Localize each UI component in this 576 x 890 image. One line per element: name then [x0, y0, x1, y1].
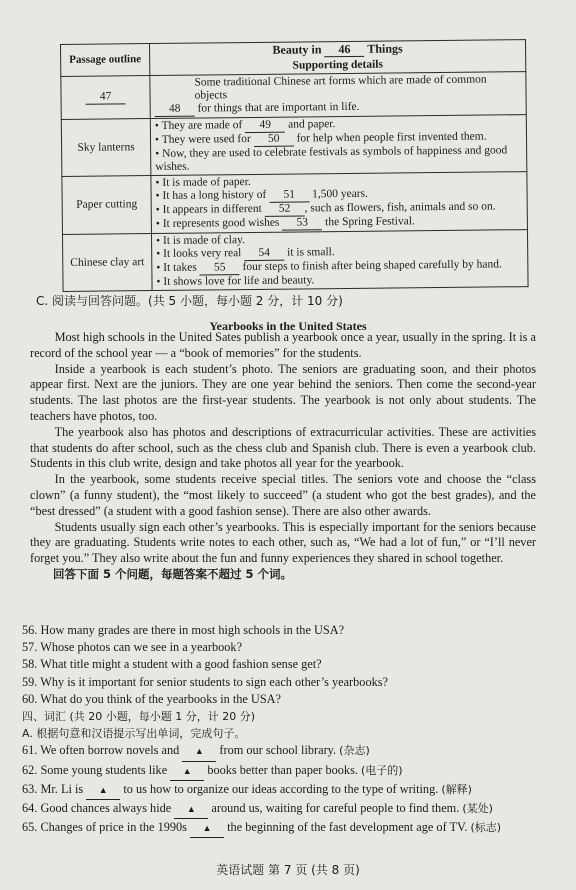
detail-text: and paper. — [288, 118, 336, 131]
vocab-text: books better than paper books. — [207, 762, 358, 777]
paragraph: In the yearbook, some students receive special titles. The seniors vote and choose the “class clown” (a funny student), the “most likely to succeed” (a student who got the best grades), and the “best dressed” (a student with a good fashion sense). There are also other awards. — [30, 472, 536, 518]
row-intro-right — [150, 72, 526, 119]
table-row — [62, 172, 528, 235]
article-body — [30, 330, 536, 583]
vocab-hint: (解释) — [441, 782, 472, 796]
detail-text: It has a long history of — [162, 188, 267, 202]
row-label-paper-cutting: Paper cutting — [62, 176, 152, 235]
answer-instruction: 回答下面 5 个问题，每题答案不超过 5 个词。 — [53, 566, 293, 581]
detail-text: It shows love for life and beauty. — [163, 274, 315, 288]
detail-text: It appears in different — [162, 202, 262, 216]
vocab-item-65 — [22, 819, 542, 838]
vocab-item-62 — [22, 762, 542, 781]
row-details: • They are made of 49 and paper. • They were used for 50 for help when people first invented them. • Now, they are used to celebrate festivals as symbols of happiness and good wishes. — [150, 115, 527, 176]
vocab-item-61 — [22, 742, 542, 761]
blank-46: 46 — [324, 43, 364, 57]
table-row — [61, 72, 526, 120]
vocab-text: 63. Mr. Li is — [22, 781, 84, 796]
question-57: 57. Whose photos can we see in a yearbook? — [22, 640, 243, 655]
blank-55: 55 — [200, 261, 240, 275]
row-details: • It is made of clay. • It looks very real 54 it is small. • It takes 55 four steps to finish after being shaped carefully by hand. • It shows love for life and beauty. — [151, 230, 528, 291]
vocab-text: from our school library. — [219, 743, 337, 758]
vocab-text: 61. We often borrow novels and — [22, 743, 180, 758]
detail-text: four steps to finish after being shaped carefully by hand. — [242, 258, 502, 274]
detail-text: They are made of — [161, 119, 243, 132]
vocab-text: 64. Good chances always hide — [22, 801, 172, 816]
table-row — [61, 115, 527, 177]
row-intro-left — [61, 76, 150, 120]
intro-line-2: for things that are important in life. — [197, 100, 360, 115]
blank-49: 49 — [245, 119, 285, 133]
question-58: 58. What title might a student with a good fashion sense get? — [22, 657, 322, 672]
question-59: 59. Why is it important for senior students to sign each other’s yearbooks? — [22, 674, 388, 689]
detail-text: It is made of paper. — [162, 176, 251, 189]
question-60: 60. What do you think of the yearbooks in the USA? — [22, 691, 281, 706]
vocab-text: 65. Changes of price in the 1990s — [22, 820, 187, 835]
intro-line-1: Some traditional Chinese art forms which are made of common objects — [194, 73, 487, 102]
answer-blank: ▲ — [170, 763, 204, 781]
answer-blank: ▲ — [174, 801, 208, 819]
vocab-text: 62. Some young students like — [22, 762, 168, 777]
section-c-heading: C. 阅读与回答问题。(共 5 小题，每小题 2 分，计 10 分) — [36, 294, 343, 308]
table-title-suffix: Things — [367, 41, 403, 56]
answer-blank: ▲ — [182, 743, 216, 761]
vocab-item-64 — [22, 800, 542, 819]
table-header-right — [150, 40, 526, 76]
table-row — [62, 230, 528, 292]
page-footer: 英语试题 第 7 页 (共 8 页) — [216, 863, 360, 877]
detail-text: , such as flowers, fish, animals and so on. — [304, 200, 496, 215]
detail-text: It takes — [163, 261, 197, 274]
blank-48: 48 — [155, 103, 195, 117]
blank-53: 53 — [282, 216, 322, 230]
answer-blank: ▲ — [190, 820, 224, 838]
detail-text: It looks very real — [163, 247, 242, 260]
questions-block — [22, 622, 542, 838]
detail-text: It is made of clay. — [162, 234, 246, 247]
detail-text: it is small. — [287, 246, 335, 259]
paragraph: Students usually sign each other’s yearbooks. This is especially important for the seniors because they are graduating. Students write notes to each other, such as, “We had a lot of fun,” or “I’ll never forget you.” They also write about the fun and funny experiences they shared in school together. — [30, 519, 536, 566]
article-title: Yearbooks in the United States — [209, 319, 367, 333]
paragraph: The yearbook also has photos and descriptions of extracurricular activities. These are activities that students do after school, such as the chess club and Spanish club. There is even a yearbook club. Students in this club write, design and take photos all year for the yearbook. — [30, 424, 536, 471]
blank-47: 47 — [85, 90, 125, 104]
row-details: • It is made of paper. • It has a long history of 51 1,500 years. • It appears in different 52 , such as flowers, fish, animals and so on. • It represents good wishes 53 the Spring Festival. — [151, 172, 528, 234]
vocab-subheading: A. 根据句意和汉语提示写出单词，完成句子。 — [22, 727, 246, 741]
table-title — [154, 41, 521, 59]
supporting-details-header: Supporting details — [292, 58, 384, 72]
vocab-hint: (标志) — [470, 821, 502, 835]
blank-54: 54 — [244, 247, 284, 261]
vocab-hint: (杂志) — [339, 744, 370, 758]
detail-text: the Spring Festival. — [325, 215, 415, 229]
vocab-item-63 — [22, 781, 542, 800]
passage-outline-header: Passage outline — [69, 53, 142, 66]
vocab-text: the beginning of the fast development age of TV. — [227, 820, 468, 835]
question-56: 56. How many grades are there in most high schools in the USA? — [22, 623, 345, 637]
detail-text: 1,500 years. — [311, 187, 369, 201]
detail-text: for help when people first invented them. — [296, 130, 487, 145]
detail-text: They were used for — [161, 133, 251, 146]
table-title-prefix: Beauty in — [272, 42, 322, 57]
answer-blank: ▲ — [86, 782, 120, 800]
vocab-text: to us how to organize our ideas according to the type of writing. — [123, 781, 439, 796]
detail-text: Now, they are used to celebrate festivals as symbols of happiness and good wishes. — [155, 144, 508, 174]
vocab-text: around us, waiting for careful people to find them. — [211, 801, 460, 816]
row-label-sky-lanterns: Sky lanterns — [61, 119, 151, 177]
blank-52: 52 — [265, 202, 305, 216]
paragraph: Inside a yearbook is each student’s photo. The seniors are graduating soon, and their photos appear first. Next are the juniors. They are one year behind the seniors. Then come the second-year students. The last photos are the first-year students. The yearbook is not only about students. The teachers have photos, too. — [30, 361, 536, 423]
vocab-hint: (某处) — [462, 802, 493, 816]
vocab-hint: (电子的) — [361, 763, 403, 777]
paragraph: Most high schools in the United Sates publish a yearbook once a year, usually in the spring. It is a record of the school year — a “book of memories” for the students. — [30, 330, 536, 360]
detail-text: It represents good wishes — [162, 216, 280, 230]
blank-50: 50 — [254, 133, 294, 147]
row-label-clay-art: Chinese clay art — [62, 234, 152, 292]
reading-table — [60, 39, 529, 292]
vocab-heading: 四、词汇 (共 20 小题，每小题 1 分，计 20 分) — [22, 710, 256, 724]
blank-51: 51 — [269, 188, 309, 202]
table-header-left — [61, 44, 150, 77]
